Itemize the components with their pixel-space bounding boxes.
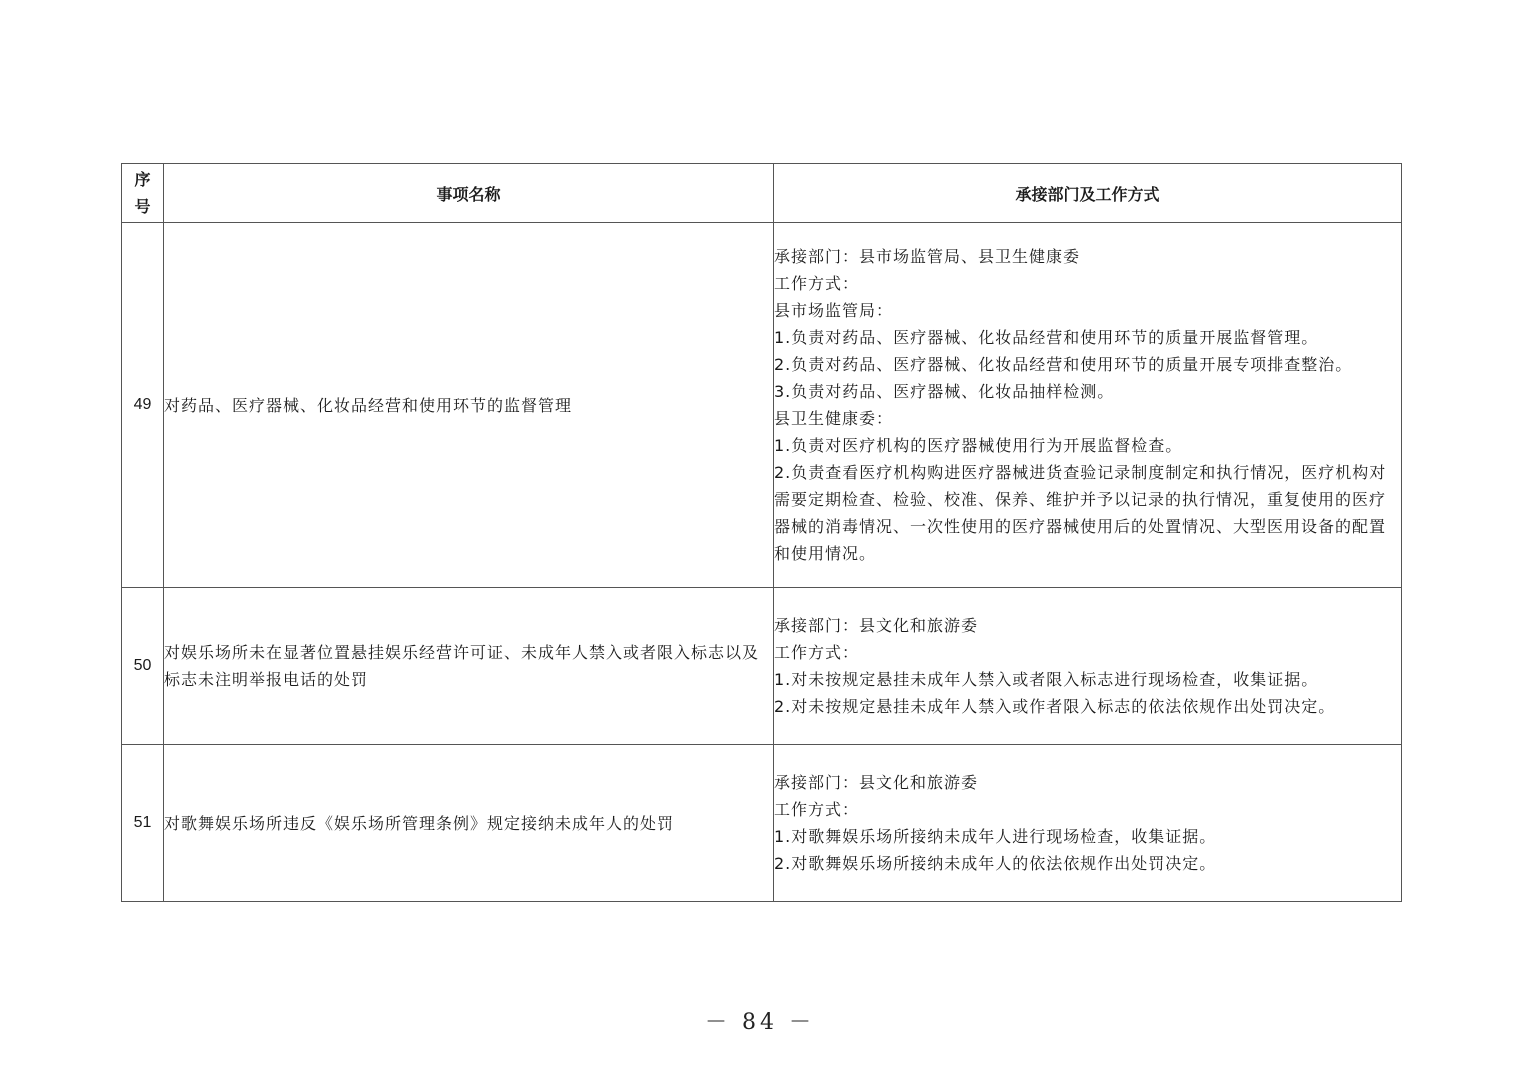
dept-line: 1.负责对药品、医疗器械、化妆品经营和使用环节的质量开展监督管理。	[774, 328, 1319, 347]
header-department-method: 承接部门及工作方式	[774, 164, 1402, 223]
dept-line: 县卫生健康委：	[774, 409, 894, 428]
header-serial-char-2: 号	[134, 197, 151, 216]
department-method	[774, 588, 1402, 745]
dept-line: 承接部门：县文化和旅游委	[774, 773, 979, 792]
header-serial-char-1: 序	[134, 170, 151, 189]
matter-name: 对娱乐场所未在显著位置悬挂娱乐经营许可证、未成年人禁入或者限入标志以及标志未注明举报电话的处罚	[164, 588, 774, 745]
table-row	[122, 223, 1402, 588]
table-header-row	[122, 164, 1402, 223]
row-number: 49	[122, 223, 164, 588]
dept-line: 县市场监管局：	[774, 301, 894, 320]
department-method	[774, 223, 1402, 588]
page-number: － 84 －	[705, 1010, 815, 1035]
matter-name: 对歌舞娱乐场所违反《娱乐场所管理条例》规定接纳未成年人的处罚	[164, 745, 774, 902]
dept-line: 1.负责对医疗机构的医疗器械使用行为开展监督检查。	[774, 436, 1183, 455]
header-matter-name: 事项名称	[164, 164, 774, 223]
dept-line: 2.负责查看医疗机构购进医疗器械进货查验记录制度制定和执行情况，医疗机构对需要定期检查、检验、校准、保养、维护并予以记录的执行情况，重复使用的医疗器械的消毒情况、一次性使用的医疗器械使用后的处置情况、大型医用设备的配置和使用情况。	[774, 463, 1387, 563]
matter-name: 对药品、医疗器械、化妆品经营和使用环节的监督管理	[164, 223, 774, 588]
dept-line: 承接部门：县市场监管局、县卫生健康委	[774, 247, 1081, 266]
dept-line: 2.对未按规定悬挂未成年人禁入或作者限入标志的依法依规作出处罚决定。	[774, 697, 1336, 716]
table-row	[122, 745, 1402, 902]
document-sheet	[121, 163, 1401, 902]
row-number: 51	[122, 745, 164, 902]
dept-line: 承接部门：县文化和旅游委	[774, 616, 979, 635]
row-number: 50	[122, 588, 164, 745]
department-method	[774, 745, 1402, 902]
dept-line: 工作方式：	[774, 274, 860, 293]
dept-line: 2.对歌舞娱乐场所接纳未成年人的依法依规作出处罚决定。	[774, 854, 1217, 873]
dept-line: 1.对歌舞娱乐场所接纳未成年人进行现场检查，收集证据。	[774, 827, 1217, 846]
dept-line: 1.对未按规定悬挂未成年人禁入或者限入标志进行现场检查，收集证据。	[774, 670, 1319, 689]
dept-line: 工作方式：	[774, 643, 860, 662]
header-serial-number	[122, 164, 164, 223]
matters-table	[121, 163, 1402, 902]
dept-line: 工作方式：	[774, 800, 860, 819]
dept-line: 3.负责对药品、医疗器械、化妆品抽样检测。	[774, 382, 1115, 401]
table-row	[122, 588, 1402, 745]
dept-line: 2.负责对药品、医疗器械、化妆品经营和使用环节的质量开展专项排查整治。	[774, 355, 1353, 374]
